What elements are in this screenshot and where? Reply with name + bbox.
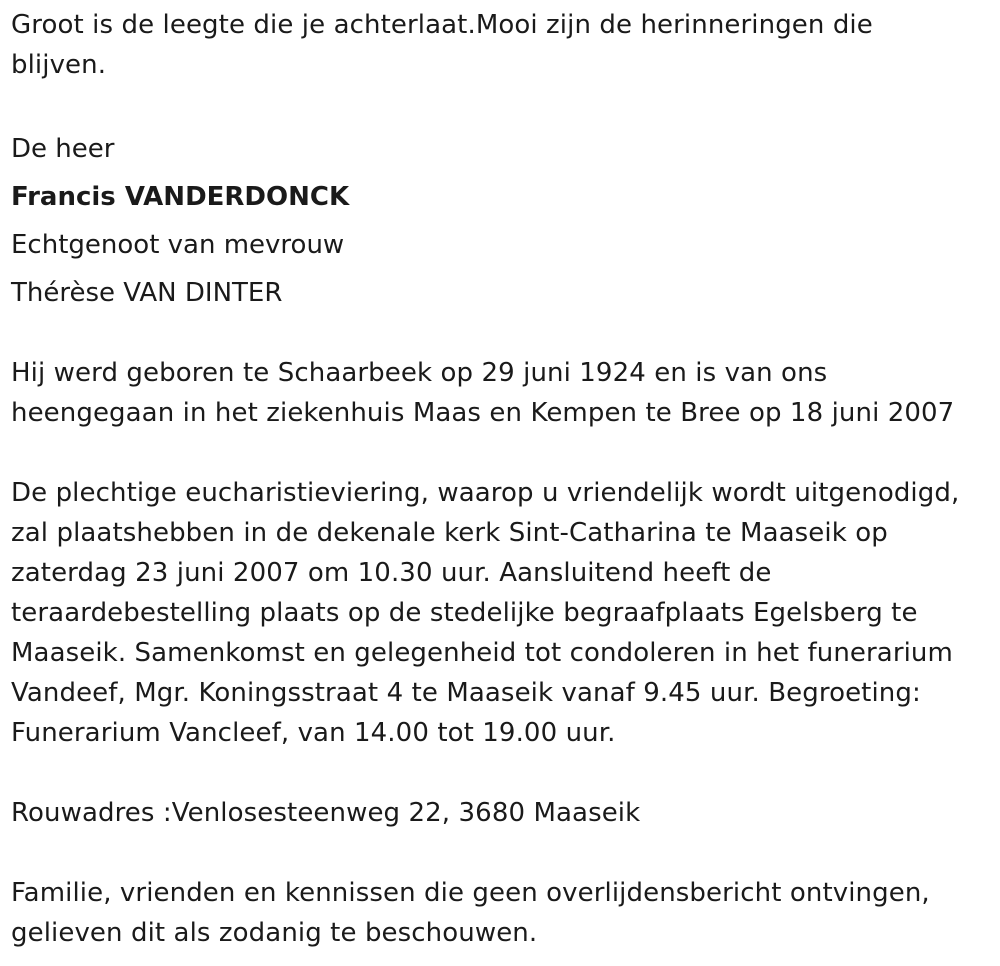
birth-death-paragraph: Hij werd geboren te Schaarbeek op 29 juni 1924 en is van ons heengegaan in het ziekenhuis Maas en Kempen te Bree op 18 juni 2007 (11, 358, 955, 428)
salutation: De heer (11, 134, 115, 164)
death-notice (11, 5, 991, 953)
relation-text: Echtgenoot van mevrouw (11, 230, 345, 260)
spacer (11, 85, 991, 125)
spacer (11, 753, 991, 793)
epigraph: Groot is de leegte die je achterlaat.Mooi zijn de herinneringen die blijven. (11, 10, 873, 80)
spacer (11, 833, 991, 873)
spouse-name: Thérèse VAN DINTER (11, 278, 283, 308)
ceremony-paragraph: De plechtige eucharistieviering, waarop u vriendelijk wordt uitgenodigd, zal plaatshebben in de dekenale kerk Sint-Catharina te Maaseik op zaterdag 23 juni 2007 om 10.30 uur. Aansluitend heeft de teraardebestelling plaats op de stedelijke begraafplaats Egelsberg te Maaseik. Samenkomst en gelegenheid tot condoleren in het funerarium Vandeef, Mgr. Koningsstraat 4 te Maaseik vanaf 9.45 uur. Begroeting: Funerarium Vancleef, van 14.00 tot 19.00 uur. (11, 478, 960, 748)
closing-paragraph: Familie, vrienden en kennissen die geen overlijdensbericht ontvingen, gelieven dit als zodanig te beschouwen. (11, 878, 930, 948)
spacer (11, 317, 991, 353)
deceased-name: Francis VANDERDONCK (11, 182, 350, 212)
mourning-address: Rouwadres :Venlosesteenweg 22, 3680 Maaseik (11, 798, 641, 828)
spacer (11, 433, 991, 473)
